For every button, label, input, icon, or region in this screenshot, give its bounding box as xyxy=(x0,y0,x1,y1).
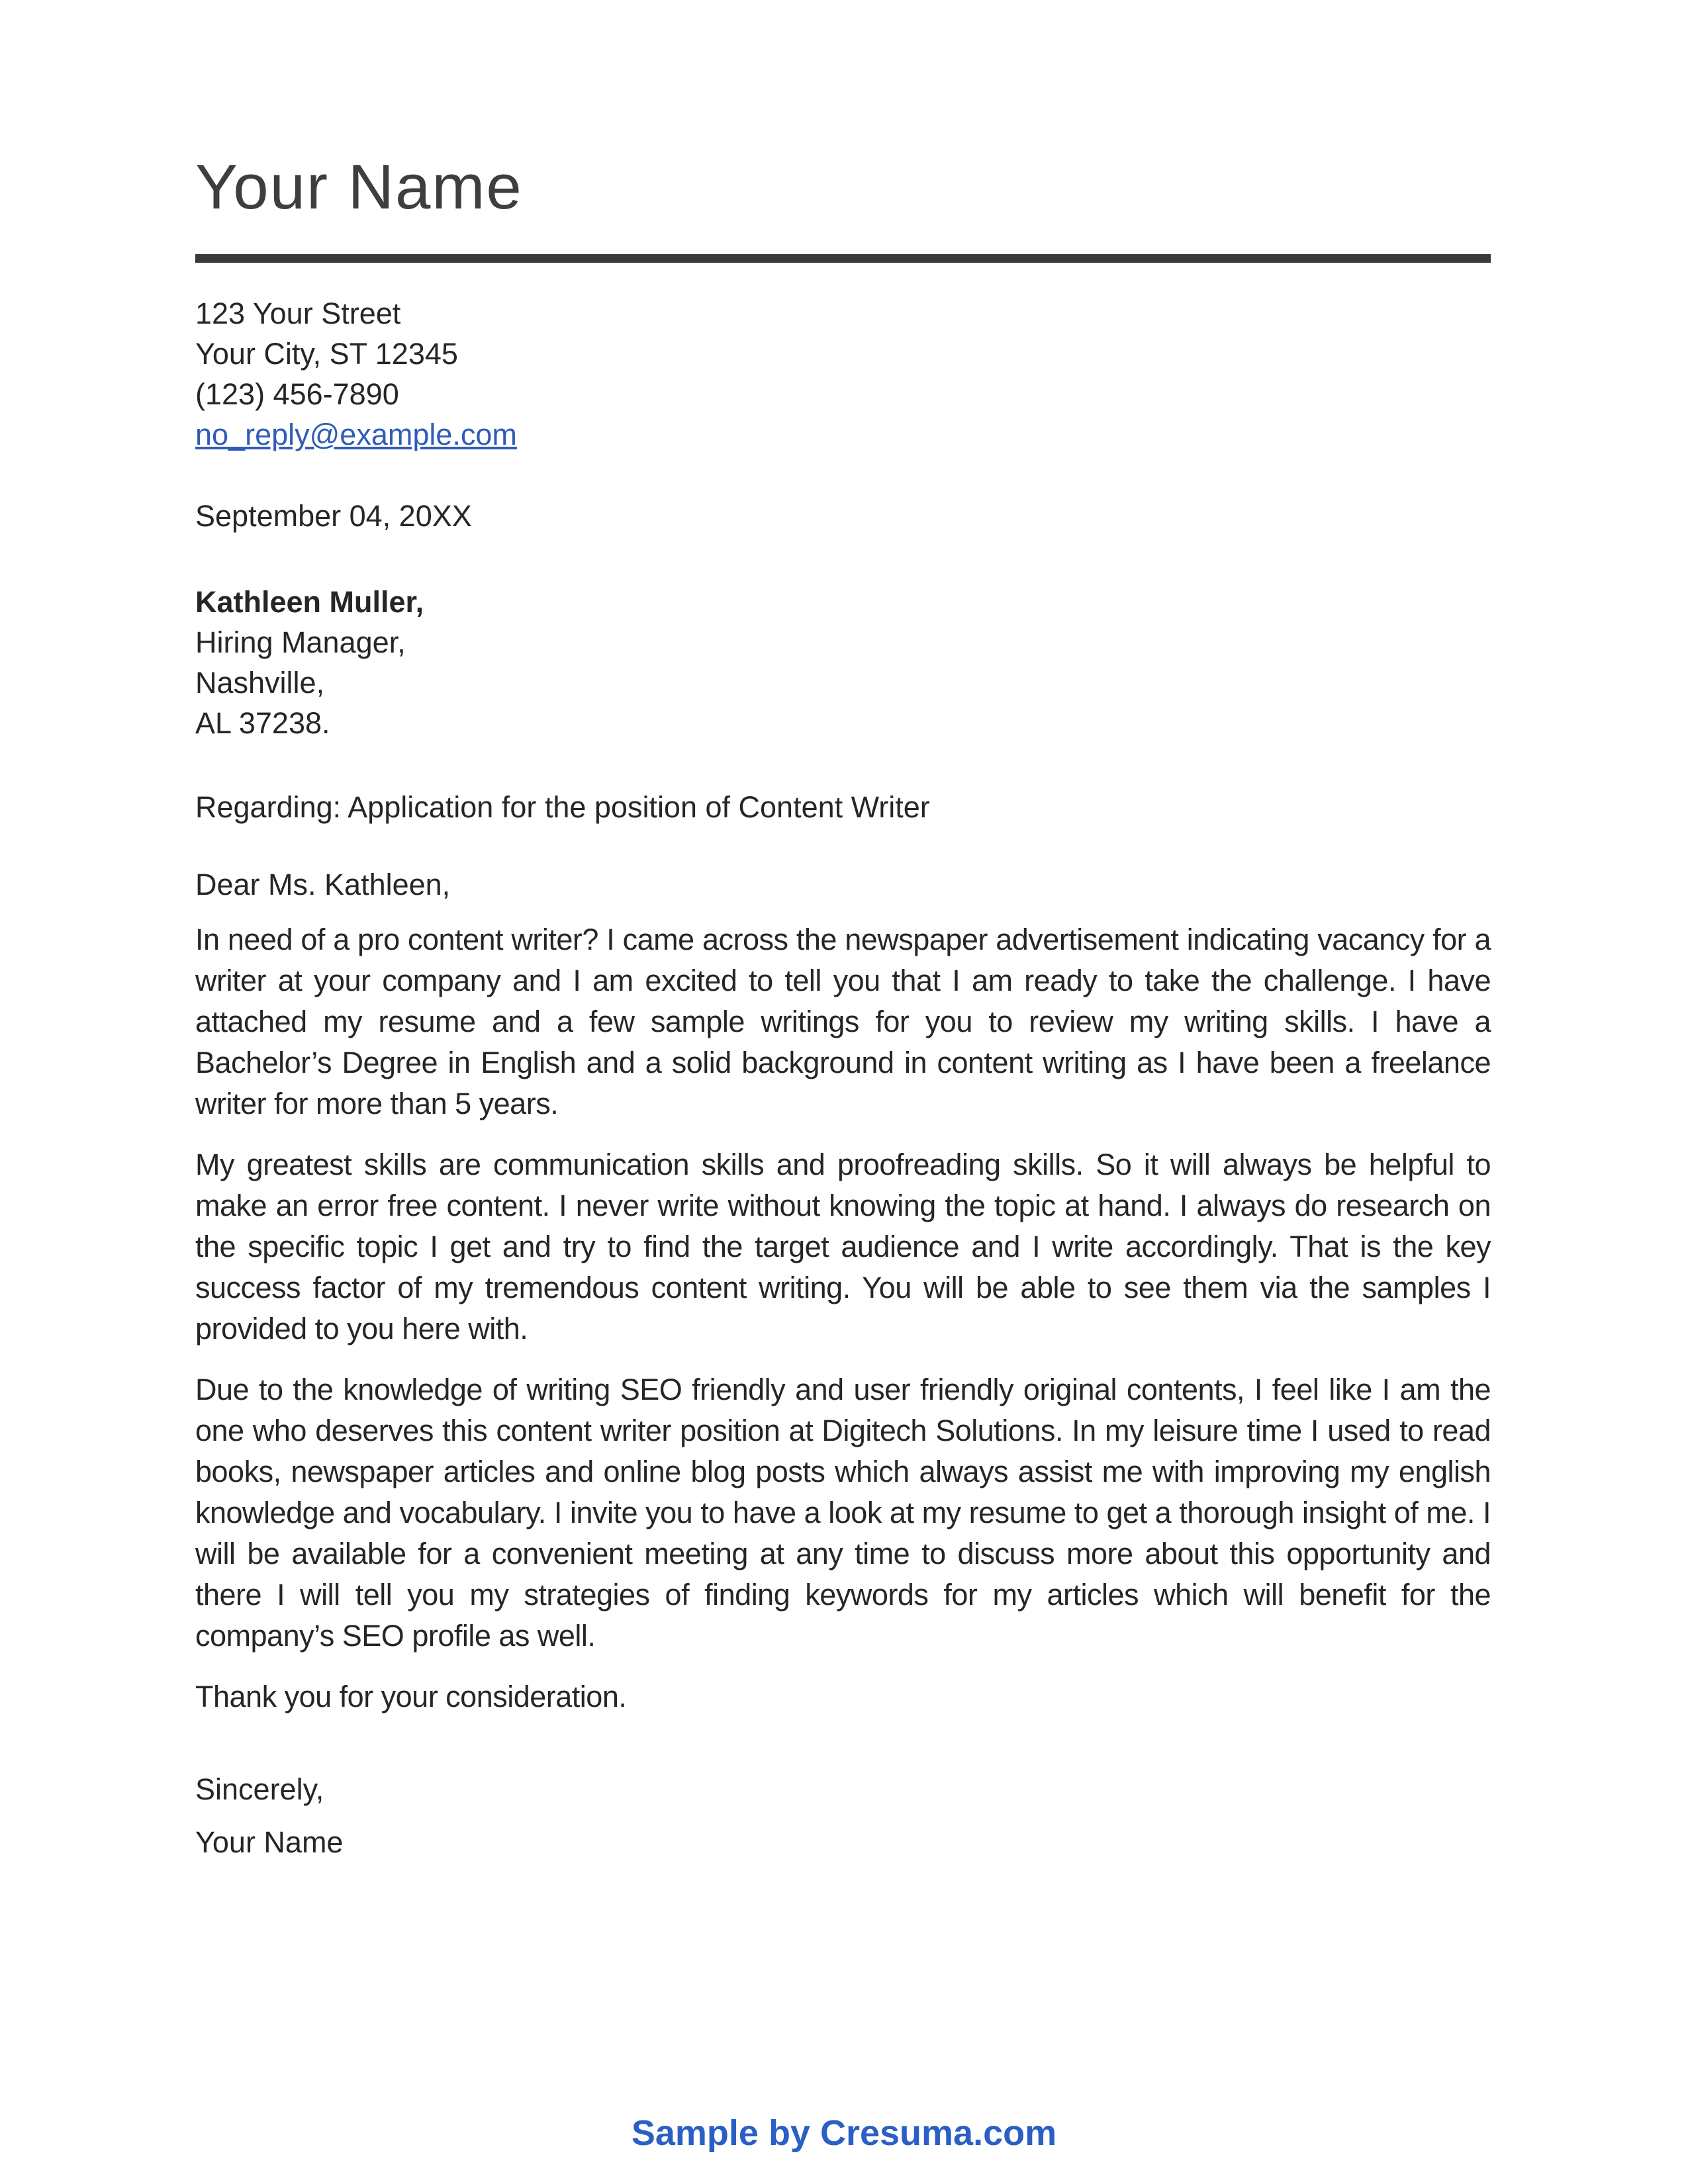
subject-line: Regarding: Application for the position of Content Writer xyxy=(195,790,930,825)
recipient-block xyxy=(195,582,1491,743)
body-paragraph: Due to the knowledge of writing SEO friendly and user friendly original contents, I feel like I am the one who deserves this content writer position at Digitech Solutions. In my leisure time I used to read books, newspaper articles and online blog posts which always assist me with improving my english knowledge and vocabulary. I invite you to have a look at my resume to get a thorough insight of me. I will be available for a convenient meeting at any time to discuss more about this opportunity and there I will tell you my strategies of finding keywords for my articles which will benefit for the company’s SEO profile as well. xyxy=(195,1373,1491,1653)
recipient-city: Nashville, xyxy=(195,666,325,700)
body-paragraph: My greatest skills are communication skills and proofreading skills. So it will always be helpful to make an error free content. I never write without knowing the topic at hand. I always do research on the specific topic I get and try to find the target audience and I write accordingly. That is the key success factor of my tremendous content writing. You will be able to see them via the samples I provided to you here with. xyxy=(195,1148,1491,1346)
date-line: September 04, 20XX xyxy=(195,499,472,533)
salutation: Dear Ms. Kathleen, xyxy=(195,868,451,902)
contact-email-link[interactable]: no_reply@example.com xyxy=(195,418,517,452)
body-paragraph: In need of a pro content writer? I came across the newspaper advertisement indicating vacancy for a writer at your company and I am excited to tell you that I am ready to take the challenge. I have attached my resume and a few sample writings for you to review my writing skills. I have a Bachelor’s Degree in English and a solid background in content writing as I have been a freelance writer for more than 5 years. xyxy=(195,923,1491,1121)
recipient-state-zip: AL 37238. xyxy=(195,706,330,741)
letter-body xyxy=(195,919,1491,1717)
footer xyxy=(0,2112,1688,2155)
contact-city: Your City, ST 12345 xyxy=(195,337,458,371)
contact-phone: (123) 456-7890 xyxy=(195,377,399,412)
recipient-job-title: Hiring Manager, xyxy=(195,625,406,660)
valediction: Sincerely, xyxy=(195,1772,324,1807)
footer-brand-link[interactable]: Sample by Cresuma.com xyxy=(631,2113,1057,2154)
page-title: Your Name xyxy=(195,152,523,222)
closing-thanks: Thank you for your consideration. xyxy=(195,1680,627,1714)
header-divider xyxy=(195,254,1491,263)
recipient-name: Kathleen Muller, xyxy=(195,585,424,619)
contact-street: 123 Your Street xyxy=(195,296,401,331)
signature-name: Your Name xyxy=(195,1825,344,1860)
contact-block xyxy=(195,293,1491,455)
